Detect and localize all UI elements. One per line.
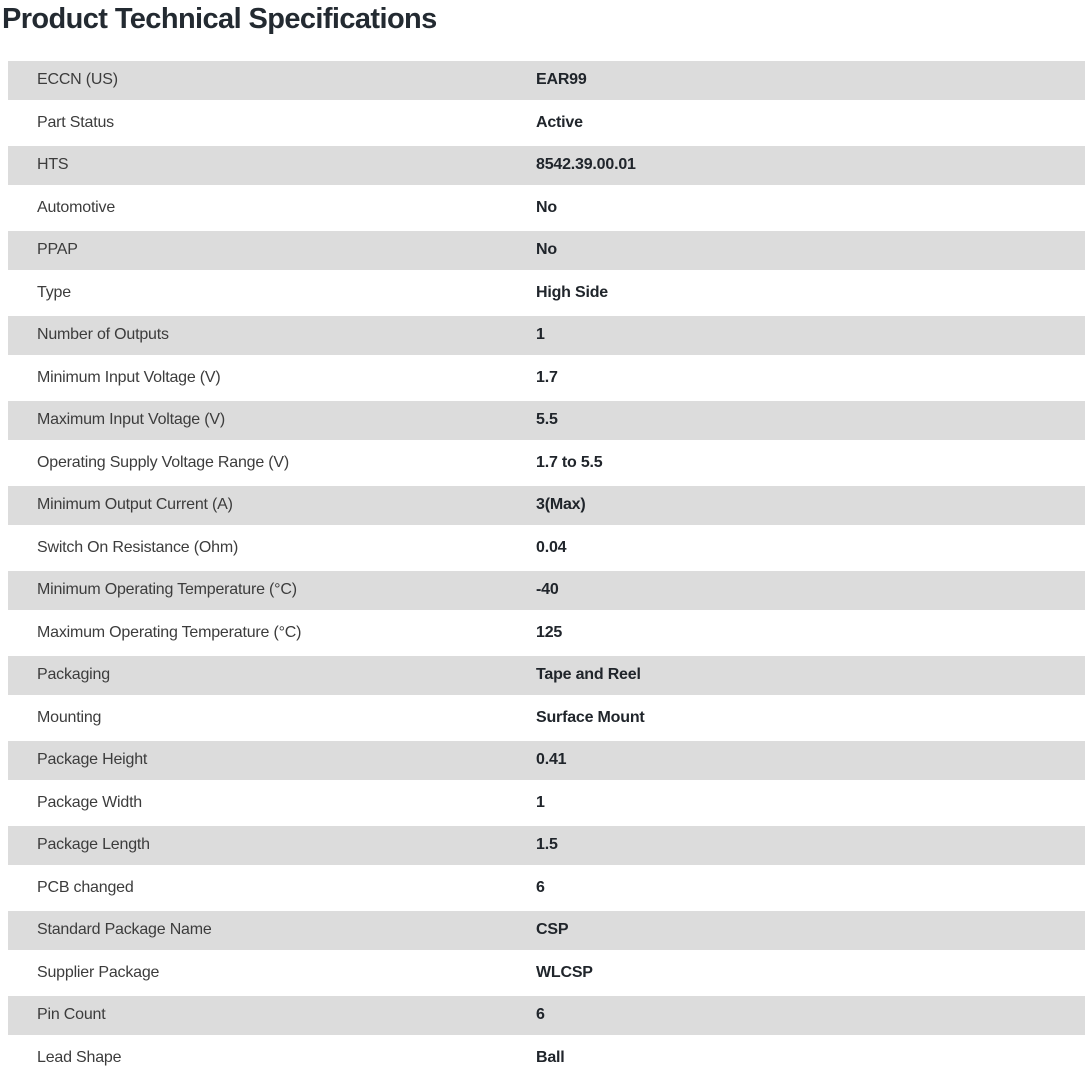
spec-label: Package Length <box>37 836 150 854</box>
spec-row <box>8 359 1085 398</box>
spec-label: Type <box>37 283 71 301</box>
spec-value: 1.7 <box>536 368 558 386</box>
spec-value: No <box>536 241 557 259</box>
spec-value: 5.5 <box>536 411 558 429</box>
spec-value: 1.5 <box>536 836 558 854</box>
spec-row <box>8 826 1085 865</box>
spec-value: Active <box>536 113 583 131</box>
spec-row <box>8 61 1085 100</box>
spec-row <box>8 146 1085 185</box>
spec-label: Number of Outputs <box>37 326 169 344</box>
spec-row <box>8 401 1085 440</box>
spec-row <box>8 274 1085 313</box>
spec-row <box>8 614 1085 653</box>
spec-value: EAR99 <box>536 71 587 89</box>
spec-row <box>8 1039 1085 1078</box>
spec-label: Package Height <box>37 751 148 769</box>
spec-row <box>8 104 1085 143</box>
spec-row <box>8 529 1085 568</box>
spec-value: 0.41 <box>536 751 567 769</box>
spec-label: ECCN (US) <box>37 71 118 89</box>
spec-row <box>8 954 1085 993</box>
spec-value: 1.7 to 5.5 <box>536 453 603 471</box>
spec-row <box>8 486 1085 525</box>
spec-value: 3(Max) <box>536 496 586 514</box>
spec-value: 0.04 <box>536 538 567 556</box>
spec-label: Supplier Package <box>37 963 160 981</box>
spec-value: No <box>536 198 557 216</box>
spec-label: Minimum Output Current (A) <box>37 496 233 514</box>
spec-row <box>8 996 1085 1035</box>
spec-value: WLCSP <box>536 963 593 981</box>
page-title: Product Technical Specifications <box>2 3 437 35</box>
spec-label: Maximum Operating Temperature (°C) <box>37 623 302 641</box>
spec-value: Surface Mount <box>536 708 645 726</box>
spec-label: Part Status <box>37 113 114 131</box>
spec-label: PCB changed <box>37 878 134 896</box>
spec-label: Packaging <box>37 666 110 684</box>
spec-label: Lead Shape <box>37 1048 122 1066</box>
spec-row <box>8 444 1085 483</box>
spec-label: Mounting <box>37 708 102 726</box>
spec-label: Automotive <box>37 198 116 216</box>
spec-value: 8542.39.00.01 <box>536 156 636 174</box>
spec-value: -40 <box>536 581 559 599</box>
spec-label: Package Width <box>37 793 143 811</box>
spec-label: Minimum Operating Temperature (°C) <box>37 581 297 599</box>
spec-value: High Side <box>536 283 608 301</box>
spec-label: Pin Count <box>37 1006 106 1024</box>
spec-value: Ball <box>536 1048 565 1066</box>
spec-row <box>8 699 1085 738</box>
spec-row <box>8 189 1085 228</box>
spec-row <box>8 741 1085 780</box>
spec-label: HTS <box>37 156 69 174</box>
spec-row <box>8 571 1085 610</box>
spec-row <box>8 784 1085 823</box>
spec-value: 6 <box>536 878 545 896</box>
spec-label: Standard Package Name <box>37 921 212 939</box>
spec-value: 1 <box>536 326 545 344</box>
spec-label: Switch On Resistance (Ohm) <box>37 538 239 556</box>
spec-value: 125 <box>536 623 563 641</box>
spec-row <box>8 869 1085 908</box>
spec-label: Minimum Input Voltage (V) <box>37 368 221 386</box>
spec-row <box>8 231 1085 270</box>
spec-row <box>8 656 1085 695</box>
spec-value: CSP <box>536 921 569 939</box>
spec-label: PPAP <box>37 241 78 259</box>
spec-row <box>8 316 1085 355</box>
spec-value: 1 <box>536 793 545 811</box>
spec-label: Maximum Input Voltage (V) <box>37 411 225 429</box>
spec-label: Operating Supply Voltage Range (V) <box>37 453 290 471</box>
spec-table <box>0 61 1085 1077</box>
spec-value: 6 <box>536 1006 545 1024</box>
spec-value: Tape and Reel <box>536 666 641 684</box>
spec-row <box>8 911 1085 950</box>
